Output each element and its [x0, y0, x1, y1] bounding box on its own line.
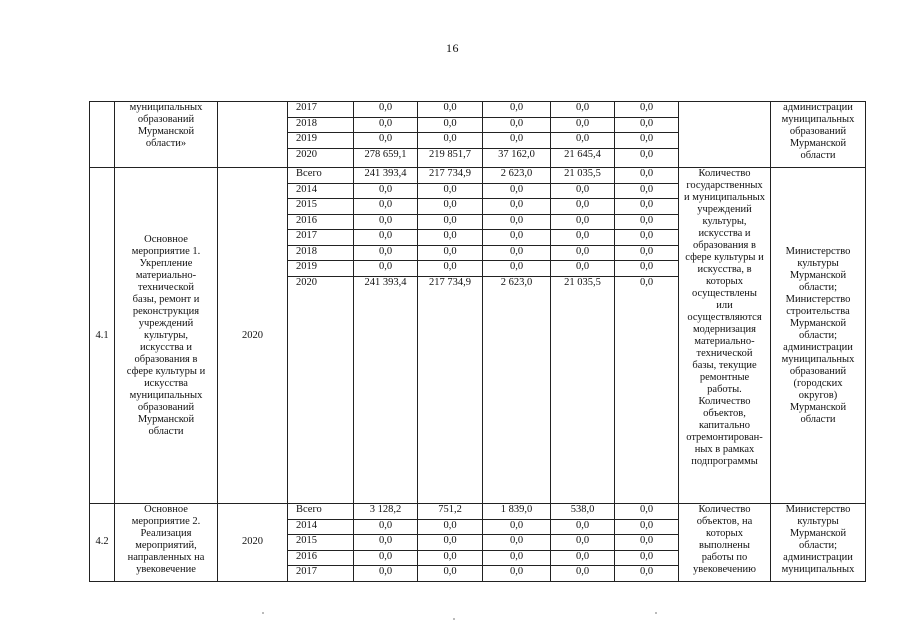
text-line: мероприятий, — [135, 540, 197, 551]
text-line: учреждений — [697, 204, 752, 215]
text-line: Министерство — [785, 293, 851, 305]
measure-name — [115, 168, 218, 504]
text-line: ремонтные — [699, 372, 750, 383]
text-line: капитально — [698, 420, 751, 431]
value-cell: 0,0 — [354, 550, 418, 566]
text-line: которых — [706, 276, 743, 287]
indicator-text — [679, 504, 771, 582]
text-line: Укрепление — [139, 257, 193, 269]
implementation-term: 2020 — [218, 168, 288, 504]
year-cell: 2018 — [288, 245, 354, 261]
value-cell: 0,0 — [354, 117, 418, 133]
text-line: администрации — [783, 341, 853, 353]
text-line: искусства и — [139, 341, 193, 353]
text-line: искусства — [144, 377, 188, 389]
value-cell: 0,0 — [418, 102, 483, 118]
value-cell: 0,0 — [483, 199, 551, 215]
text-line: образований — [137, 114, 195, 125]
executor-text — [771, 168, 866, 504]
value-cell: 0,0 — [483, 133, 551, 149]
text-line: области — [800, 413, 836, 425]
text-line: муниципальных — [781, 564, 855, 575]
value-cell: 0,0 — [418, 261, 483, 277]
text-line: мероприятие 1. — [131, 245, 201, 257]
text-line: Мурманской — [789, 528, 847, 539]
text-line: и муниципальных — [684, 192, 765, 203]
text-line: области — [148, 425, 184, 437]
year-cell: 2017 — [288, 102, 354, 118]
row-number — [90, 102, 115, 168]
scan-speck — [655, 612, 657, 614]
text-line: искусства, в — [697, 264, 752, 275]
value-cell: 0,0 — [551, 535, 615, 551]
value-cell: 2 623,0 — [483, 276, 551, 504]
text-line: Мурманской — [789, 317, 847, 329]
text-line: искусства и — [698, 228, 751, 239]
year-cell: 2019 — [288, 261, 354, 277]
year-cell: 2018 — [288, 117, 354, 133]
value-cell: 0,0 — [483, 535, 551, 551]
value-cell: 0,0 — [483, 519, 551, 535]
value-cell: 0,0 — [551, 117, 615, 133]
value-cell: 0,0 — [418, 245, 483, 261]
text-line: модернизация — [693, 324, 756, 335]
value-cell: 0,0 — [551, 199, 615, 215]
value-cell: 0,0 — [354, 230, 418, 246]
text-line: Мурманской — [789, 138, 847, 149]
text-line: образования в — [693, 240, 756, 251]
value-cell: 0,0 — [551, 550, 615, 566]
value-cell: 0,0 — [615, 535, 679, 551]
value-cell: 0,0 — [483, 245, 551, 261]
text-line: базы, текущие — [692, 360, 757, 371]
year-cell: 2015 — [288, 535, 354, 551]
text-line: учреждений — [138, 317, 194, 329]
value-cell: 0,0 — [615, 148, 679, 168]
text-line: области; — [798, 329, 838, 341]
value-cell: 0,0 — [354, 261, 418, 277]
value-cell: 0,0 — [354, 214, 418, 230]
year-cell: 2016 — [288, 550, 354, 566]
text-line: области — [800, 150, 836, 161]
value-cell: 0,0 — [354, 245, 418, 261]
value-cell: 0,0 — [551, 566, 615, 582]
text-line: образования в — [134, 353, 198, 365]
value-cell: 0,0 — [615, 519, 679, 535]
value-cell: 0,0 — [354, 519, 418, 535]
text-line: объектов, на — [696, 516, 753, 527]
value-cell: 0,0 — [615, 550, 679, 566]
value-cell: 0,0 — [615, 133, 679, 149]
value-cell: 241 393,4 — [354, 276, 418, 504]
program-table — [89, 101, 866, 582]
value-cell: 0,0 — [354, 183, 418, 199]
text-line: Мурманской — [789, 401, 847, 413]
value-cell: 0,0 — [615, 504, 679, 520]
text-line: округов) — [798, 389, 838, 401]
text-line: Количество — [698, 168, 751, 179]
value-cell: 0,0 — [418, 214, 483, 230]
scan-speck — [262, 612, 264, 614]
text-line: технической — [138, 281, 194, 293]
text-line: базы, ремонт и — [132, 293, 200, 305]
table-row — [90, 504, 866, 520]
value-cell: 21 035,5 — [551, 168, 615, 184]
text-line: области; — [798, 540, 838, 551]
text-line: Реализация — [140, 528, 192, 539]
value-cell: 0,0 — [418, 519, 483, 535]
text-line: Основное — [144, 504, 188, 515]
table-row — [90, 168, 866, 184]
text-line: культуры, — [144, 329, 188, 341]
text-line: Министерство — [785, 504, 851, 515]
value-cell: 2 623,0 — [483, 168, 551, 184]
value-cell: 21 035,5 — [551, 276, 615, 504]
value-cell: 1 839,0 — [483, 504, 551, 520]
text-line: сфере культуры и — [126, 365, 206, 377]
value-cell: 0,0 — [418, 199, 483, 215]
value-cell: 0,0 — [551, 133, 615, 149]
implementation-term: 2020 — [218, 504, 288, 582]
year-cell: 2017 — [288, 566, 354, 582]
value-cell: 0,0 — [354, 199, 418, 215]
value-cell: 0,0 — [615, 261, 679, 277]
text-line: материально- — [694, 336, 755, 347]
text-line: Основное — [144, 233, 188, 245]
year-cell: Всего — [288, 504, 354, 520]
scan-speck — [453, 618, 455, 620]
value-cell: 0,0 — [551, 519, 615, 535]
text-line: сфере культуры и — [685, 252, 764, 263]
value-cell: 217 734,9 — [418, 168, 483, 184]
value-cell: 0,0 — [615, 230, 679, 246]
text-line: муниципальных — [781, 114, 855, 125]
value-cell: 538,0 — [551, 504, 615, 520]
text-line: Количество — [698, 396, 751, 407]
year-cell: 2014 — [288, 519, 354, 535]
value-cell: 0,0 — [418, 230, 483, 246]
year-cell: 2020 — [288, 148, 354, 168]
text-line: Количество — [698, 504, 751, 515]
value-cell: 37 162,0 — [483, 148, 551, 168]
value-cell: 0,0 — [418, 133, 483, 149]
text-line: мероприятие 2. — [131, 516, 201, 527]
text-line: строительства — [786, 305, 850, 317]
indicator-text — [679, 102, 771, 168]
value-cell: 0,0 — [483, 550, 551, 566]
value-cell: 0,0 — [483, 214, 551, 230]
value-cell: 0,0 — [483, 261, 551, 277]
value-cell: 751,2 — [418, 504, 483, 520]
text-line: муниципальных — [781, 353, 855, 365]
value-cell: 241 393,4 — [354, 168, 418, 184]
text-line: ных в рамках — [694, 444, 755, 455]
value-cell: 0,0 — [483, 566, 551, 582]
value-cell: 0,0 — [615, 276, 679, 504]
value-cell: 0,0 — [615, 102, 679, 118]
text-line: подпрограммы — [691, 456, 758, 467]
value-cell: 217 734,9 — [418, 276, 483, 504]
value-cell: 0,0 — [418, 117, 483, 133]
text-line: Министерство — [785, 245, 851, 257]
year-cell: 2019 — [288, 133, 354, 149]
value-cell: 0,0 — [483, 102, 551, 118]
text-line: Мурманской — [137, 413, 195, 425]
text-line: реконструкция — [132, 305, 200, 317]
value-cell: 21 645,4 — [551, 148, 615, 168]
year-cell: 2020 — [288, 276, 354, 504]
value-cell: 0,0 — [551, 230, 615, 246]
text-line: направленных на — [127, 552, 205, 563]
value-cell: 0,0 — [354, 133, 418, 149]
value-cell: 0,0 — [615, 168, 679, 184]
text-line: материально- — [135, 269, 197, 281]
text-line: культуры — [797, 257, 839, 269]
value-cell: 0,0 — [615, 566, 679, 582]
text-line: осуществляются — [687, 312, 762, 323]
value-cell: 0,0 — [418, 183, 483, 199]
text-line: муниципальных — [129, 102, 203, 113]
year-cell: 2017 — [288, 230, 354, 246]
value-cell: 0,0 — [483, 117, 551, 133]
text-line: области; — [798, 281, 838, 293]
text-line: работы. — [707, 384, 742, 395]
text-line: государственных — [686, 180, 763, 191]
text-line: культуры, — [702, 216, 747, 227]
value-cell: 0,0 — [615, 245, 679, 261]
indicator-text — [679, 168, 771, 504]
text-line: осуществлены — [692, 288, 757, 299]
value-cell: 0,0 — [483, 230, 551, 246]
text-line: Мурманской — [789, 269, 847, 281]
measure-name — [115, 504, 218, 582]
year-cell: 2015 — [288, 199, 354, 215]
value-cell: 0,0 — [483, 183, 551, 199]
value-cell: 0,0 — [354, 535, 418, 551]
value-cell: 0,0 — [551, 214, 615, 230]
text-line: работы по — [701, 552, 748, 563]
executor-text — [771, 504, 866, 582]
value-cell: 3 128,2 — [354, 504, 418, 520]
value-cell: 219 851,7 — [418, 148, 483, 168]
text-line: администрации — [783, 102, 853, 113]
text-line: (городских — [793, 377, 843, 389]
value-cell: 0,0 — [615, 199, 679, 215]
row-number: 4.1 — [90, 168, 115, 504]
value-cell: 0,0 — [551, 102, 615, 118]
year-cell: 2016 — [288, 214, 354, 230]
text-line: объектов, — [703, 408, 746, 419]
value-cell: 0,0 — [615, 117, 679, 133]
value-cell: 0,0 — [354, 102, 418, 118]
text-line: администрации — [783, 552, 853, 563]
row-number: 4.2 — [90, 504, 115, 582]
text-line: образований — [789, 126, 847, 137]
value-cell: 278 659,1 — [354, 148, 418, 168]
executor-text — [771, 102, 866, 168]
value-cell: 0,0 — [418, 550, 483, 566]
value-cell: 0,0 — [551, 245, 615, 261]
text-line: образований — [137, 401, 195, 413]
text-line: Мурманской — [137, 126, 195, 137]
text-line: отремонтирован- — [686, 432, 763, 443]
value-cell: 0,0 — [551, 261, 615, 277]
text-line: образований — [789, 365, 847, 377]
value-cell: 0,0 — [615, 214, 679, 230]
text-line: которых — [706, 528, 743, 539]
text-line: увековечение — [136, 564, 196, 575]
value-cell: 0,0 — [418, 566, 483, 582]
year-cell: 2014 — [288, 183, 354, 199]
text-line: области» — [145, 138, 187, 149]
value-cell: 0,0 — [551, 183, 615, 199]
text-line: увековечению — [693, 564, 756, 575]
text-line: муниципальных — [129, 389, 203, 401]
page-number: 16 — [446, 41, 459, 55]
implementation-term — [218, 102, 288, 168]
value-cell: 0,0 — [354, 566, 418, 582]
measure-name — [115, 102, 218, 168]
value-cell: 0,0 — [418, 535, 483, 551]
text-line: культуры — [797, 516, 839, 527]
table-row — [90, 102, 866, 118]
value-cell: 0,0 — [615, 183, 679, 199]
text-line: выполнены — [699, 540, 750, 551]
year-cell: Всего — [288, 168, 354, 184]
text-line: или — [716, 300, 733, 311]
text-line: технической — [696, 348, 753, 359]
